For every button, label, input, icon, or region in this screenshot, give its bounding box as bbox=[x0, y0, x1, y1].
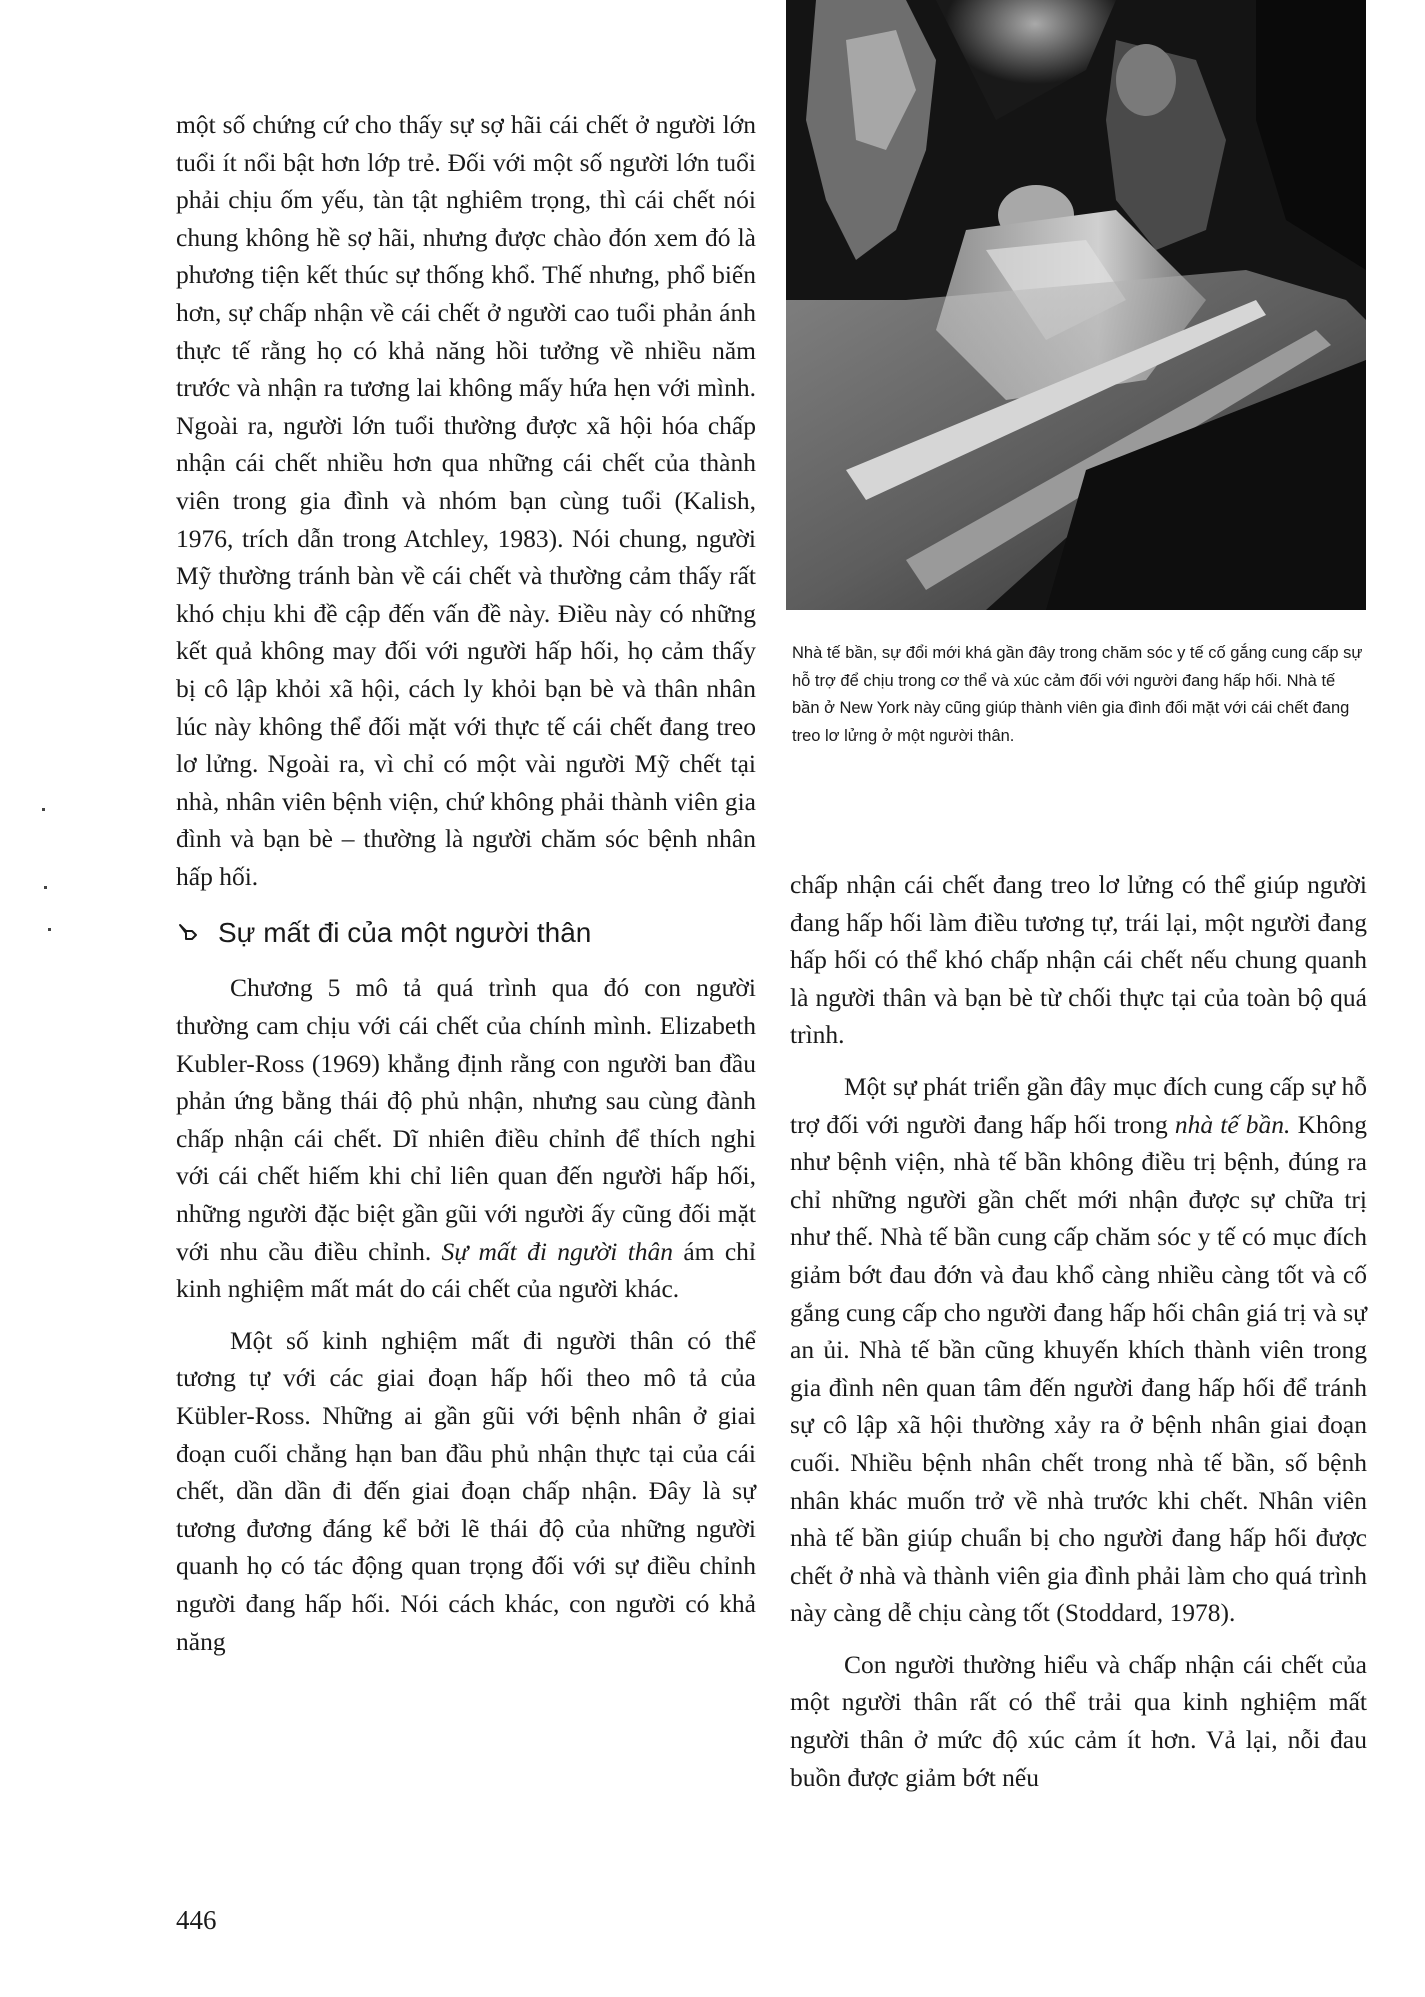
margin-mark bbox=[44, 886, 47, 889]
left-paragraph-1: một số chứng cứ cho thấy sự sợ hãi cái chết ở người lớn tuổi ít nổi bật hơn lớp trẻ. Đối với một số người lớn tuổi phải chịu ốm yếu, tàn tật nghiêm trọng, thì cái chết nói chung không hề sợ hãi, nhưng được chào đón xem đó là phương tiện kết thúc sự thống khổ. Thế nhưng, phổ biến hơn, sự chấp nhận về cái chết ở người cao tuổi phản ánh thực tế rằng họ có khả năng hồi tưởng về nhiều năm trước và nhận ra tương lai không mấy hứa hẹn với mình. Ngoài ra, người lớn tuổi thường được xã hội hóa chấp nhận cái chết nhiều hơn qua những cái chết của thành viên trong gia đình và nhóm bạn cùng tuổi (Kalish, 1976, trích dẫn trong Atchley, 1983). Nói chung, người Mỹ thường tránh bàn về cái chết và thường cảm thấy rất khó chịu khi đề cập đến vấn đề này. Điều này có những kết quả không may đối với người hấp hối, họ cảm thấy bị cô lập khỏi xã hội, cách ly khỏi bạn bè và thân nhân lúc này không thể đối mặt với thực tế cái chết đang treo lơ lửng. Ngoài ra, vì chỉ có một vài người Mỹ chết tại nhà, nhân viên bệnh viện, chứ không phải thành viên gia đình và bạn bè – thường là người chăm sóc bệnh nhân hấp hối. bbox=[176, 110, 756, 891]
left-column bbox=[176, 106, 756, 1660]
section-arrow-icon bbox=[178, 923, 198, 943]
page-number: 446 bbox=[176, 1905, 217, 1935]
hospice-photo bbox=[786, 0, 1366, 610]
left-paragraph-2 bbox=[176, 969, 756, 1307]
right-paragraph-2-term: nhà tế bần. bbox=[1174, 1109, 1291, 1139]
right-paragraph-2-part-b: Không như bệnh viện, nhà tế bần không điều trị bệnh, đúng ra chỉ những người gần chết mới nhận được sự chữa trị như thế. Nhà tế bần cung cấp chăm sóc y tế có mục đích giảm bớt đau đớn và đau khổ càng nhiều càng tốt và cố gắng cung cấp cho người đang hấp hối chân giá trị và sự an ủi. Nhà tế bần cũng khuyến khích thành viên trong gia đình nên quan tâm đến người đang hấp hối để tránh sự cô lập xã hội thường xảy ra ở bệnh nhân giai đoạn cuối. Nhiều bệnh nhân chết trong nhà tế bần, số bệnh nhân khác muốn trở về nhà trước khi chết. Nhân viên nhà tế bần giúp chuẩn bị cho người đang hấp hối được chết ở nhà và thành viên gia đình phải làm cho quá trình này càng dễ chịu càng tốt (Stoddard, 1978). bbox=[790, 1109, 1368, 1628]
left-paragraph-2-part-b: ám chỉ kinh nghiệm mất mát do cái chết của người khác. bbox=[176, 1236, 756, 1304]
left-paragraph-2-part-a: Chương 5 mô tả quá trình qua đó con người thường cam chịu với cái chết của chính mình. Elizabeth Kubler-Ross (1969) khẳng định rằng con người ban đầu phản ứng bằng thái độ phủ nhận, nhưng sau cùng đành chấp nhận cái chết. Dĩ nhiên điều chỉnh để thích nghi với cái chết hiếm khi chỉ liên quan đến người hấp hối, những người đặc biệt gần gũi với người ấy cũng đối mặt với nhu cầu điều chỉnh. bbox=[176, 973, 756, 1266]
margin-mark bbox=[48, 928, 51, 931]
right-paragraph-1: chấp nhận cái chết đang treo lơ lửng có thể giúp người đang hấp hối làm điều tương tự, trái lại, một người đang hấp hối có thể khó chấp nhận cái chết nếu chung quanh là người thân và bạn bè từ chối thực tại của toàn bộ quá trình. bbox=[790, 870, 1367, 1050]
margin-mark bbox=[42, 808, 45, 811]
photo-caption: Nhà tế bần, sự đổi mới khá gần đây trong chăm sóc y tế cố gắng cung cấp sự hỗ trợ để chịu trong cơ thể và xúc cảm đối với người đang hấp hối. Nhà tế bần ở New York này cũng giúp thành viên gia đình đối mặt với cái chết đang treo lơ lửng ở một người thân. bbox=[792, 644, 1363, 745]
hospice-photo-illustration bbox=[786, 0, 1366, 610]
section-heading bbox=[176, 915, 756, 951]
left-paragraph-2-term: Sự mất đi người thân bbox=[441, 1236, 674, 1266]
right-paragraph-2 bbox=[790, 1068, 1367, 1632]
right-paragraph-2-part-a: Một sự phát triển gần đây mục đích cung cấp sự hỗ trợ đối với người đang hấp hối trong bbox=[790, 1071, 1367, 1139]
right-paragraph-3: Con người thường hiểu và chấp nhận cái chết của một người thân rất có thể trải qua kinh nghiệm mất người thân ở mức độ xúc cảm ít hơn. Vả lại, nỗi đau buồn được giảm bớt nếu bbox=[790, 1649, 1367, 1792]
right-column bbox=[790, 866, 1367, 1796]
left-paragraph-3: Một số kinh nghiệm mất đi người thân có thể tương tự với các giai đoạn hấp hối theo mô tả của Kübler-Ross. Những ai gần gũi với bệnh nhân ở giai đoạn cuối chẳng hạn ban đầu phủ nhận thực tại của cái chết, dần dần đi đến giai đoạn chấp nhận. Đây là sự tương đương đáng kể bởi lẽ thái độ của những người quanh họ có tác động quan trọng đối với sự điều chỉnh người đang hấp hối. Nói cách khác, con người có khả năng bbox=[176, 1325, 756, 1656]
section-heading-text: Sự mất đi của một người thân bbox=[218, 917, 592, 949]
